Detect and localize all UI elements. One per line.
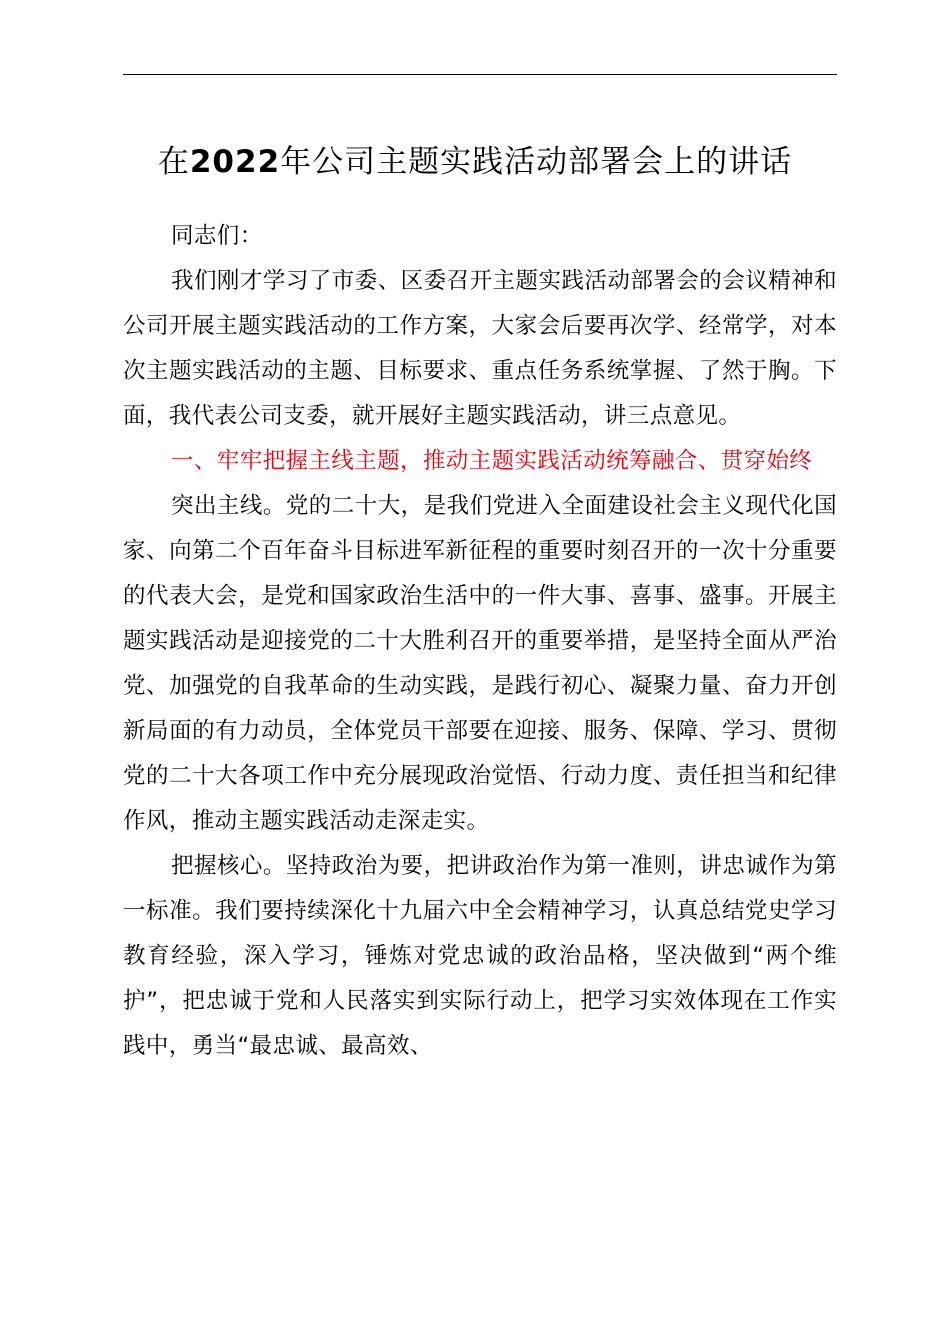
section-paragraph-2: 把握核心。坚持政治为要，把讲政治作为第一准则，讲忠诚作为第一标准。我们要持续深化十九届六中全会精神学习，认真总结党史学习教育经验，深入学习，锤炼对党忠诚的政治品格，坚决做到“两个维护”，把忠诚于党和人民落实到实际行动上，把学习实效体现在工作实践中，勇当“最忠诚、最高效、 — [123, 853, 837, 1059]
intro-paragraph: 我们刚才学习了市委、区委召开主题实践活动部署会的会议精神和公司开展主题实践活动的工作方案，大家会后要再次学、经常学，对本次主题实践活动的主题、目标要求、重点任务系统掌握、了然于胸。下面，我代表公司支委，就开展好主题实践活动，讲三点意见。 — [123, 268, 837, 429]
header-rule — [123, 74, 837, 75]
title-suffix: 年公司主题实践活动部署会上的讲话 — [280, 144, 793, 180]
document-title — [0, 140, 950, 184]
salutation: 同志们： — [171, 223, 263, 249]
section-paragraph-1: 突出主线。党的二十大，是我们党进入全面建设社会主义现代化国家、向第二个百年奋斗目标进军新征程的重要时刻召开的一次十分重要的代表大会，是党和国家政治生活中的一件大事、喜事、盛事。开展主题实践活动是迎接党的二十大胜利召开的重要举措，是坚持全面从严治党、加强党的自我革命的生动实践，是践行初心、凝聚力量、奋力开创新局面的有力动员，全体党员干部要在迎接、服务、保障、学习、贯彻党的二十大各项工作中充分展现政治觉悟、行动力度、责任担当和纪律作风，推动主题实践活动走深走实。 — [123, 493, 837, 834]
title-prefix: 在 — [157, 144, 190, 180]
section-heading: 一、牢牢把握主线主题，推动主题实践活动统筹融合、贯穿始终 — [171, 448, 813, 474]
document-body — [123, 214, 837, 1069]
title-year: 2022 — [189, 144, 281, 180]
